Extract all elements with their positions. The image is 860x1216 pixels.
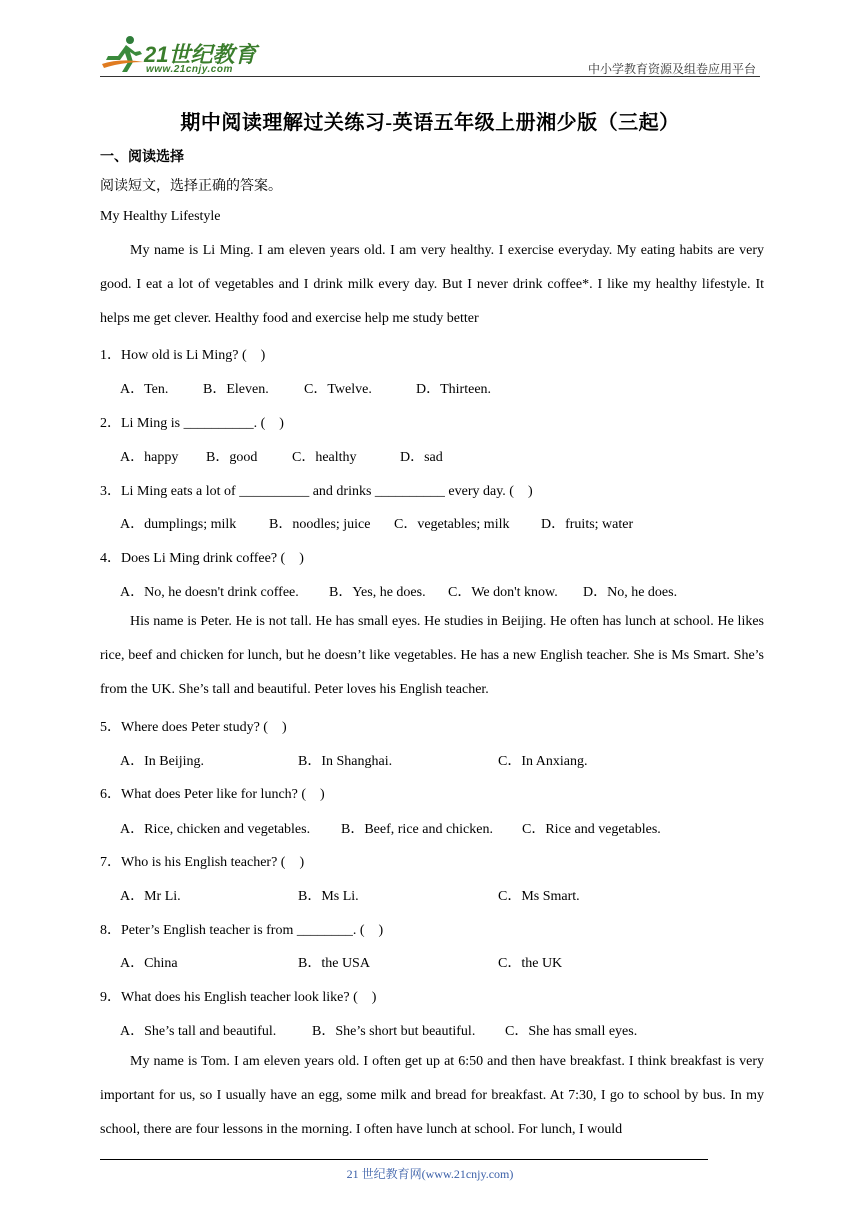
option: D．fruits; water: [541, 517, 634, 532]
question-1: 1．How old is Li Ming? ( ): [100, 348, 266, 363]
question-5: 5．Where does Peter study? ( ): [100, 720, 287, 735]
option: C．Ms Smart.: [498, 889, 580, 904]
option: C．We don't know.: [448, 585, 558, 600]
question-3: 3．Li Ming eats a lot of __________ and drinks __________ every day. ( ): [100, 484, 533, 499]
header-divider: [100, 76, 760, 77]
footer-divider: [100, 1159, 708, 1160]
option: A．She’s tall and beautiful.: [120, 1024, 277, 1039]
header-platform-text: 中小学教育资源及组卷应用平台: [587, 62, 756, 76]
option: A．dumplings; milk: [120, 517, 237, 532]
option: C．healthy: [292, 450, 357, 465]
option: C．She has small eyes.: [505, 1024, 638, 1039]
runner-logo-icon: [100, 34, 148, 74]
option: B．In Shanghai.: [298, 754, 393, 769]
question-9: 9．What does his English teacher look like? ( ): [100, 990, 377, 1005]
option: A．In Beijing.: [120, 754, 204, 769]
page-header: [100, 30, 758, 78]
instruction: 阅读短文，选择正确的答案。: [100, 179, 282, 194]
option: B．Eleven.: [203, 382, 269, 397]
option: A．No, he doesn't drink coffee.: [120, 585, 299, 600]
option: B．good: [206, 450, 258, 465]
section-heading: 一、阅读选择: [100, 150, 184, 165]
page-title: 期中阅读理解过关练习-英语五年级上册湘少版（三起）: [180, 112, 680, 134]
option: C．vegetables; milk: [394, 517, 510, 532]
option: D．No, he does.: [583, 585, 678, 600]
option: D．sad: [400, 450, 443, 465]
page-footer[interactable]: 21 世纪教育网(www.21cnjy.com): [346, 1167, 514, 1181]
option: A．Ten.: [120, 382, 169, 397]
option: C．Twelve.: [304, 382, 372, 397]
option: A．happy: [120, 450, 179, 465]
option: B．noodles; juice: [269, 517, 371, 532]
question-4: 4．Does Li Ming drink coffee? ( ): [100, 551, 304, 566]
option: C．Rice and vegetables.: [522, 822, 661, 837]
passage-1: My name is Li Ming. I am eleven years old. I am very healthy. I exercise everyday. My eating habits are very good. I eat a lot of vegetables and I drink milk every day. But I never drink coffee*. I like my healthy lifestyle. It helps me get clever. Healthy food and exercise help me study better: [100, 243, 764, 326]
question-8: 8．Peter’s English teacher is from ________. ( ): [100, 923, 384, 938]
question-2: 2．Li Ming is __________. ( ): [100, 416, 284, 431]
passage-2: His name is Peter. He is not tall. He has small eyes. He studies in Beijing. He often has lunch at school. He likes rice, beef and chicken for lunch, but he doesn’t like vegetables. He has a new English teacher. She is Ms Smart. She’s from the UK. She’s tall and beautiful. Peter loves his English teacher.: [100, 614, 764, 697]
option: B．Ms Li.: [298, 889, 359, 904]
option: D．Thirteen.: [416, 382, 492, 397]
question-7: 7．Who is his English teacher? ( ): [100, 855, 305, 870]
logo-text: 21世纪教育: [144, 42, 257, 67]
option: C．In Anxiang.: [498, 754, 588, 769]
logo-url: www.21cnjy.com: [146, 64, 233, 75]
question-6: 6．What does Peter like for lunch? ( ): [100, 787, 325, 802]
option: C．the UK: [498, 956, 563, 971]
passage-title: My Healthy Lifestyle: [100, 209, 221, 224]
passage-3: My name is Tom. I am eleven years old. I often get up at 6:50 and then have breakfast. I think breakfast is very important for us, so I usually have an egg, some milk and bread for breakfast. At 7:30, I go to school by bus. In my school, there are four lessons in the morning. I often have lunch at school. For lunch, I would: [100, 1054, 764, 1137]
option: B．Yes, he does.: [329, 585, 426, 600]
option: B．the USA: [298, 956, 370, 971]
option: B．Beef, rice and chicken.: [341, 822, 493, 837]
option: A．China: [120, 956, 178, 971]
option: B．She’s short but beautiful.: [312, 1024, 476, 1039]
option: A．Rice, chicken and vegetables.: [120, 822, 311, 837]
option: A．Mr Li.: [120, 889, 181, 904]
